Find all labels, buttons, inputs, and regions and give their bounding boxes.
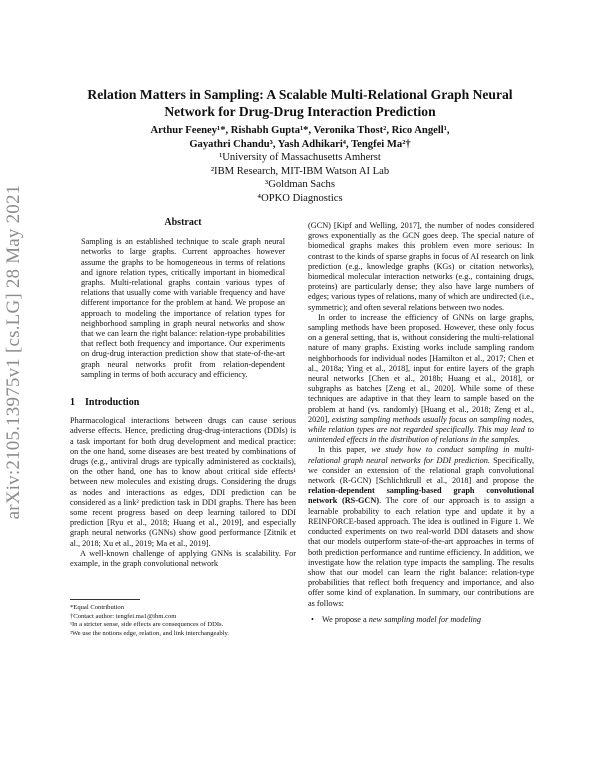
affiliation-1: ¹University of Massachusetts Amherst	[219, 152, 381, 163]
affiliation-4: ⁴OPKO Diagnostics	[257, 192, 343, 204]
right-paragraph-3: In this paper, we study how to conduct sampling in multi-relational graph neural networks for DDI prediction. Specifically, we consider an extension of the relational graph convolutional network (R-GCN) [Schlichtkrull et al., 2018] and propose the relation-dependent sampling-based graph convolutional network (RS-GCN). The core of our approach is to assign a learnable probability to each relation type and update it by a REINFORCE-based approach. The idea is outlined in Figure 1. We conducted experiments on two real-world DDI datasets and show that our models outperform state-of-the-art approaches in terms of both prediction performance and runtime efficiency. In addition, we investigate how the relation type impacts the sampling. The results show that our model can learn the right balance: relation-type probabilities that reflect both frequency and importance, and also offer some kind of explanation. In summary, our contributions are as follows:	[308, 445, 535, 608]
footnote-3: ¹In a stricter sense, side effects are consequences of DDIs.	[70, 621, 224, 629]
intro-paragraph-1: Pharmacological interactions between drugs can cause serious adverse effects. Hence, predicting drug-drug-interactions (DDIs) is a task important for both drug development and medical practice: on the one hand, some diseases are best treated by combinations of drugs (e.g., antiviral drugs are typically administered as cocktails), on the other hand, one has to know about critical side effects¹ between new molecules and existing drugs. Considering the drugs as nodes and interactions as edges, DDI prediction can be considered as a link² prediction task in DDI graphs. There has been some recent progress based on deep learning tailored to DDI prediction [Ryu et al., 2018; Huang et al., 2019], and especially graph neural networks (GNNs) show good performance [Zitnik et al., 2018; Xu et al., 2019; Ma et al., 2019].	[70, 416, 296, 548]
authors-line-1: Arthur Feeney¹*, Rishabh Gupta¹*, Veronika Thost², Rico Angell¹,	[150, 125, 450, 136]
right-column	[308, 221, 534, 625]
authors-line-2: Gayathri Chandu³, Yash Adhikari⁴, Tengfei Ma²†	[189, 138, 411, 150]
right-paragraph-1: (GCN) [Kipf and Welling, 2017], the number of nodes considered grows exponentially as the GCN goes deep. The special nature of biomedical graphs makes this problem even more serious: In contrast to the kinds of sparse graphs in focus of AI research on link prediction (e.g., knowledge graphs (KGs) or citation networks), biomedical molecular interaction networks (e.g., containing drugs, proteins) are particularly dense; they also have large numbers of edges; various types of relations, many of which are undirected (i.e., symmetric); and often several relations between two nodes.	[308, 221, 534, 312]
section-heading-introduction	[70, 398, 296, 408]
footnote-4: ²We use the notions edge, relation, and link interchangeably.	[70, 630, 230, 638]
left-column	[70, 218, 296, 639]
arxiv-stamp: arXiv:2105.13975v1 [cs.LG] 28 May 2021	[3, 184, 24, 520]
right-paragraph-2: In order to increase the efficiency of GNNs on large graphs, sampling methods have been proposed. However, these only focus on a general setting, that is, without considering the multi-relational nature of many graphs. Existing works include sampling random neighborhoods for individual nodes [Hamilton et al., 2017; Chen et al., 2018a; Ying et al., 2018], input for entire layers of the graph neural networks [Chen et al., 2018b; Huang et al., 2018], or subgraphs as batches [Zeng et al., 2020]. While some of these techniques are adaptive in that they learn to sample based on the problem at hand (vs. randomly) [Huang et al., 2018; Zeng et al., 2020], existing sampling methods usually focus on sampling nodes, while relation types are not regarded specifically. This may lead to unintended effects in the distribution of relations in the samples.	[308, 312, 534, 445]
title-line-2: Network for Drug-Drug Interaction Prediction	[164, 104, 436, 119]
footnote-rule	[70, 599, 140, 600]
section-title: Introduction	[85, 397, 140, 409]
right-paragraph-3-emphasis: we study how to conduct sampling in multi-relational graph neural networks for DDI prediction.	[308, 445, 534, 465]
footnote-1: *Equal Contribution	[70, 604, 125, 612]
affiliation-2: ²IBM Research, MIT-IBM Watson AI Lab	[210, 165, 390, 177]
affiliation-3: ³Goldman Sachs	[265, 179, 335, 190]
intro-paragraph-2: A well-known challenge of applying GNNs is scalability. For example, in the graph convolutional network	[70, 548, 296, 569]
section-number: 1	[70, 397, 75, 409]
abstract-heading: Abstract	[164, 217, 202, 228]
author-block	[70, 124, 530, 205]
paper-title	[70, 86, 530, 120]
abstract-text: Sampling is an established technique to scale graph neural networks to large graphs. Current approaches however assume the graphs to be homogeneous in terms of relations and ignore relation types, critically important in biomedical graphs. Multi-relational graphs contain various types of relations that usually come with variable frequency and have different importance for the problem at hand. We propose an approach to modeling the importance of relation types for neighborhood sampling in graph neural networks and show that we can learn the right balance: relation-type probabilities that reflect both frequency and importance. Our experiments on drug-drug interaction prediction show that state-of-the-art graph neural networks profit from relation-dependent sampling in terms of both accuracy and efficiency.	[81, 237, 285, 379]
right-paragraph-2-emphasis: existing sampling methods usually focus on sampling nodes, while relation types are not regarded specifically. This may lead to unintended effects in the distribution of relations in the samples.	[308, 414, 534, 445]
footnote-2: †Contact author: tengfei.ma1@ibm.com	[70, 612, 177, 620]
rs-gcn-name: relation-dependent sampling-based graph convolutional network (RS-GCN)	[308, 486, 534, 506]
contribution-bullet-1: • We propose a new sampling model for modeling	[308, 615, 534, 625]
title-line-1: Relation Matters in Sampling: A Scalable Multi-Relational Graph Neural	[87, 87, 513, 102]
